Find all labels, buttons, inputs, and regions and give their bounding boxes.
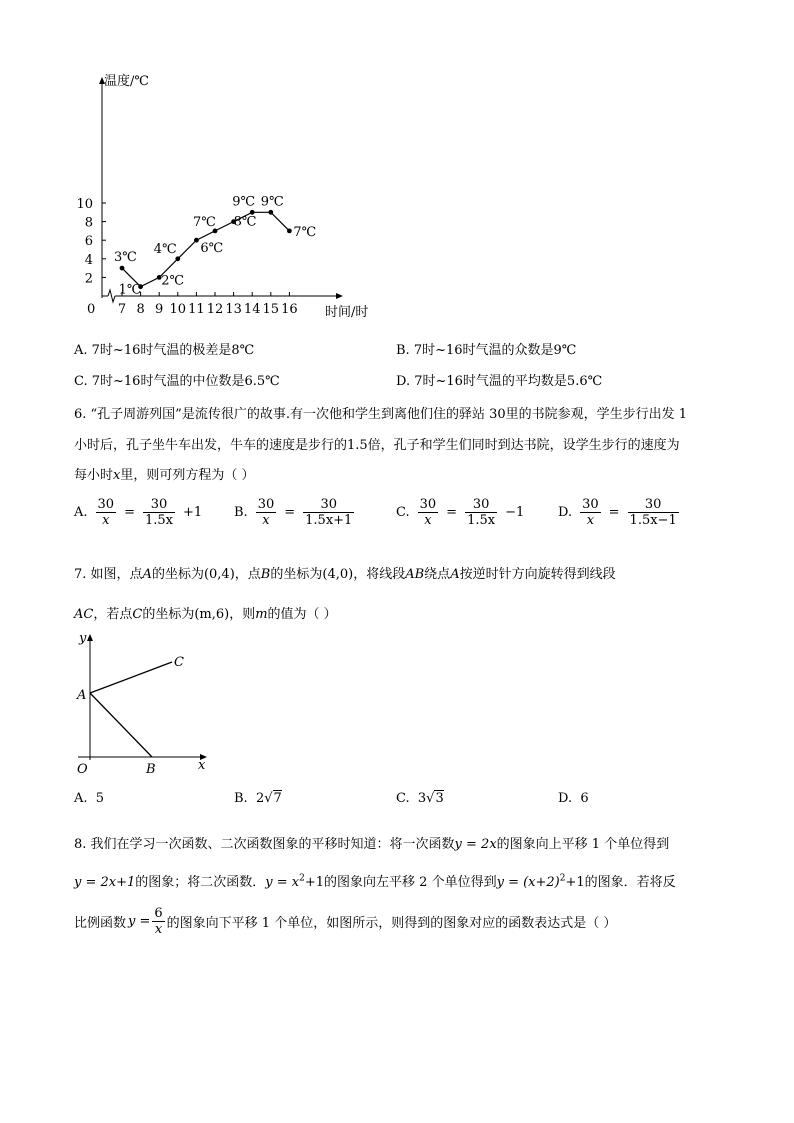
q7-l1-b: 的坐标为 xyxy=(151,567,204,582)
q6-option-b[interactable] xyxy=(234,497,362,528)
q6-text-line2: 小时后，孔子坐牛车出发，牛车的速度是步行的1.5倍，孔子和学生们同时到达书院，设学生步行的速度为 xyxy=(74,438,680,453)
q5-option-a[interactable]: A. 7时~16时气温的极差是8℃ xyxy=(74,343,255,358)
q7-point-b: B xyxy=(260,567,271,582)
q6-b-den1: x xyxy=(262,513,270,528)
q6-b-label: B. xyxy=(234,505,248,520)
q7-text-line2 xyxy=(74,603,337,622)
q8-l2-b: 的图象向左平移 2 个单位得到 xyxy=(324,875,497,890)
q5-option-d[interactable]: D. 7时~16时气温的平均数是5.6℃ xyxy=(396,374,603,389)
q7-l1-d: 的坐标为 xyxy=(270,567,323,582)
q5-option-b[interactable]: B. 7时~16时气温的众数是9℃ xyxy=(396,343,577,358)
chart-series xyxy=(114,194,316,297)
x-tick-label-11: 11 xyxy=(188,302,205,317)
q7-fig-label-x: x xyxy=(198,758,206,773)
q7-c-radicand: 3 xyxy=(435,791,444,806)
data-label-9: 2℃ xyxy=(161,273,185,289)
q7-point-a-2: A xyxy=(450,567,460,582)
data-label-16: 7℃ xyxy=(293,224,317,240)
q7-c-coef: 3 xyxy=(417,791,427,806)
data-point-14 xyxy=(250,210,255,215)
q7-option-c[interactable] xyxy=(396,791,444,806)
q7-c-sqrt-sign: √ xyxy=(426,791,435,806)
q6-c-tail: −1 xyxy=(505,505,525,520)
x-tick-label-14: 14 xyxy=(243,302,261,317)
q6-c-eq: = xyxy=(446,505,458,520)
x-tick-label-8: 8 xyxy=(136,302,145,317)
q6-line3-b: 里，则可列方程为（ ） xyxy=(120,468,255,483)
q7-l1-c: ，点 xyxy=(234,567,261,582)
q6-a-eq: = xyxy=(124,505,135,520)
x-tick-label-16: 16 xyxy=(281,302,298,317)
q6-b-den2: 1.5x+1 xyxy=(305,513,353,528)
q6-a-den2: 1.5x xyxy=(144,513,173,528)
q8-l1-b: 的图象向上平移 1 个单位得到 xyxy=(496,837,670,852)
data-label-14: 9℃ xyxy=(232,194,256,210)
chart-axes xyxy=(102,78,342,302)
q6-c-num2: 30 xyxy=(465,497,497,513)
y-tick-label-8: 8 xyxy=(84,215,93,231)
data-label-11: 6℃ xyxy=(200,241,224,257)
q6-option-d[interactable] xyxy=(558,497,687,528)
q6-a-num1: 30 xyxy=(97,497,115,512)
q7-b-radicand: 7 xyxy=(273,791,282,806)
x-tick-label-12: 12 xyxy=(206,302,224,317)
y-tick-label-4: 4 xyxy=(84,252,93,268)
q7-fig-label-b: B xyxy=(146,762,156,775)
data-label-12: 7℃ xyxy=(193,214,216,230)
q7-b-label: B. xyxy=(234,791,248,806)
data-label-15: 9℃ xyxy=(260,194,284,210)
q6-c-num1: 30 xyxy=(419,497,437,512)
q6-d-den1: x xyxy=(586,513,595,528)
q6-text-line1: 6. “孔子周游列国”是流传很广的故事.有一次他和学生到离他们住的驿站 30里的书院参观，学生步行出发 1 xyxy=(74,407,688,422)
q8-l3-b: 的图象向下平移 1 个单位，如图所示，则得到的图象对应的函数表达式是（ ） xyxy=(166,916,617,931)
q7-fig-label-y: y xyxy=(79,631,87,646)
q7-option-d[interactable] xyxy=(558,791,589,806)
x-tick-label-15: 15 xyxy=(262,302,280,317)
q7-option-b[interactable] xyxy=(234,791,282,806)
q7-coordinate-figure xyxy=(60,625,230,775)
q6-c-label: C. xyxy=(396,505,410,520)
q8-l3-den: x xyxy=(154,922,163,937)
temperature-line-chart xyxy=(0,0,400,330)
y-tick-label-2: 2 xyxy=(84,271,93,287)
data-label-13: 8℃ xyxy=(233,214,257,230)
x-tick-label-9: 9 xyxy=(155,302,164,317)
q7-l2-a: ，若点 xyxy=(93,607,133,622)
q7-l1-a: 7. 如图，点 xyxy=(74,567,143,582)
q8-l1-a: 8. 我们在学习一次函数、二次函数图象的平移时知道：将一次函数 xyxy=(74,837,455,852)
q6-d-den2: 1.5x−1 xyxy=(629,513,677,528)
q5-option-c[interactable]: C. 7时~16时气温的中位数是6.5℃ xyxy=(74,374,280,389)
q7-segment-ac-line xyxy=(90,662,172,693)
q8-eq-shifted-quadratic-exp: 2 xyxy=(559,873,566,884)
x-tick-label-7: 7 xyxy=(117,302,127,317)
q7-segment-ab: AB xyxy=(405,567,425,582)
q7-l2-d: 的值为（ ） xyxy=(267,607,337,622)
q6-text-line3 xyxy=(74,464,255,483)
q6-a-den1: x xyxy=(102,513,110,528)
q8-l3-a: 比例函数 xyxy=(74,916,127,931)
data-point-16 xyxy=(287,229,292,234)
data-label-10: 4℃ xyxy=(153,241,177,257)
q7-l1-f: 绕点 xyxy=(424,567,451,582)
q8-text-line1 xyxy=(74,833,669,852)
q8-l2-a: 的图象；将二次函数． xyxy=(135,875,266,890)
q6-option-a[interactable] xyxy=(74,497,202,528)
q8-eq-shifted-linear: y = 2x+1 xyxy=(74,875,136,890)
q7-l1-e: ，将线段 xyxy=(353,567,406,582)
q7-d-label: D. xyxy=(558,791,573,806)
q6-d-num1: 30 xyxy=(582,497,599,512)
q7-d-value: 6 xyxy=(580,791,589,806)
q6-d-label: D. xyxy=(558,505,573,520)
q7-a-value: 5 xyxy=(95,791,105,806)
q6-b-eq: = xyxy=(284,505,296,520)
q8-eq-linear: y = 2x xyxy=(454,837,497,852)
x-axis-label: 时间/时 xyxy=(325,305,369,320)
q7-l2-c: ，则 xyxy=(229,607,256,622)
x-tick-label-10: 10 xyxy=(169,302,187,317)
q7-fig-label-o: O xyxy=(77,762,88,775)
q8-eq-quadratic-tail: +1 xyxy=(304,875,325,890)
x-axis-break xyxy=(108,290,115,302)
q8-eq-quadratic: y = x xyxy=(265,875,300,890)
q7-a-label: A. xyxy=(74,791,88,806)
data-point-10 xyxy=(175,256,180,261)
q8-l3-y: y = xyxy=(128,914,151,929)
q6-b-num2: 30 xyxy=(303,497,354,513)
q7-coord-a: (0,4) xyxy=(203,567,235,582)
q8-text-line2 xyxy=(74,871,676,890)
q7-c-label: C. xyxy=(396,791,410,806)
q7-coord-c: (m,6) xyxy=(194,607,230,622)
q7-segment-ac: AC xyxy=(74,607,94,622)
q8-text-line3 xyxy=(74,906,616,937)
q6-d-eq: = xyxy=(608,505,620,520)
q8-eq-shifted-quadratic-tail: +1 xyxy=(565,875,585,890)
q7-fig-label-c: C xyxy=(174,655,184,670)
data-point-7 xyxy=(120,266,125,271)
q8-l2-c: 的图象．若将反 xyxy=(584,875,676,890)
q7-point-c: C xyxy=(132,607,143,622)
q7-segment-ab-line xyxy=(90,693,152,757)
y-tick-label-10: 10 xyxy=(76,197,93,212)
q6-var-x: x xyxy=(113,468,121,483)
q7-b-coef: 2 xyxy=(255,791,265,806)
q8-eq-shifted-quadratic: y = (x+2) xyxy=(496,875,560,890)
q7-text-line1 xyxy=(74,563,616,582)
data-point-11 xyxy=(194,238,199,243)
q7-point-a: A xyxy=(142,567,152,582)
q7-l1-g: 按逆时针方向旋转得到线段 xyxy=(459,567,616,582)
y-tick-label-6: 6 xyxy=(84,234,93,250)
data-label-8: 1℃ xyxy=(118,282,142,298)
q7-fig-label-a: A xyxy=(77,688,87,703)
q6-d-num2: 30 xyxy=(628,497,679,513)
q8-eq-quadratic-exp: 2 xyxy=(299,873,305,884)
y-axis-label: 温度/℃ xyxy=(104,74,149,89)
q8-l3-num: 6 xyxy=(154,906,163,921)
q6-option-c[interactable] xyxy=(396,497,524,528)
data-point-15 xyxy=(268,210,273,215)
q6-a-label: A. xyxy=(74,505,88,520)
q7-l2-b: 的坐标为 xyxy=(142,607,195,622)
q7-var-m: m xyxy=(255,607,268,622)
data-label-7: 3℃ xyxy=(114,250,137,266)
q7-b-sqrt-sign: √ xyxy=(264,791,273,806)
q6-line3-a: 每小时 xyxy=(74,468,114,483)
q6-c-den2: 1.5x xyxy=(467,513,496,528)
q7-option-a[interactable] xyxy=(74,791,104,806)
chart-ticks xyxy=(76,197,297,317)
q6-c-den1: x xyxy=(424,513,432,528)
q7-coord-b: (4,0) xyxy=(322,567,354,582)
x-tick-label-13: 13 xyxy=(225,302,242,317)
q6-b-num1: 30 xyxy=(257,497,275,512)
q6-a-tail: +1 xyxy=(183,505,203,520)
origin-label: 0 xyxy=(87,302,96,317)
q6-a-num2: 30 xyxy=(143,497,175,513)
